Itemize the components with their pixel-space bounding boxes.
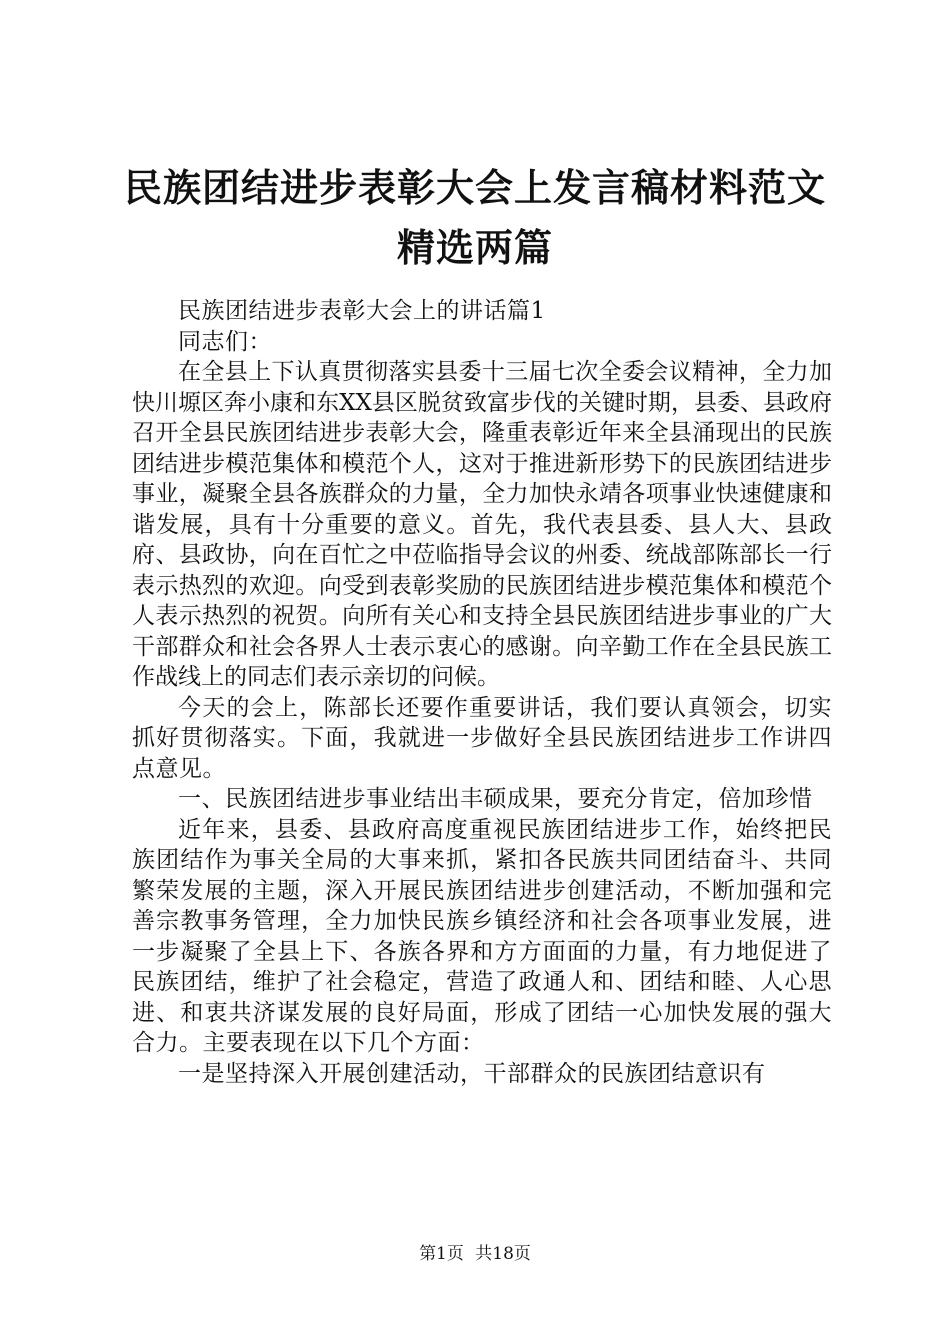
page-number: 第1页 [419, 1244, 464, 1264]
body-paragraph: 近年来，县委、县政府高度重视民族团结进步工作，始终把民族团结作为事关全局的大事来抓，紧扣各民族共同团结奋斗、共同繁荣发展的主题，深入开展民族团结进步创建活动，不断加强和完善宗教事务管理，全力加快民族乡镇经济和社会各项事业发展，进一步凝聚了全县上下、各族各界和方方面面的力量，有力地促进了民族团结，维护了社会稳定，营造了政通人和、团结和睦、人心思进、和衷共济谋发展的良好局面，形成了团结一心加快发展的强大合力。主要表现在以下几个方面： [132, 816, 832, 1056]
body-paragraph: 今天的会上，陈部长还要作重要讲话，我们要认真领会，切实抓好贯彻落实。下面，我就进一步做好全县民族团结进步工作讲四点意见。 [132, 694, 832, 782]
document-body [132, 296, 832, 1089]
page-footer [0, 1243, 950, 1265]
page-total: 共18页 [475, 1244, 531, 1264]
document-title: 民族团结进步表彰大会上发言稿材料范文精选两篇 [123, 165, 826, 270]
body-paragraph: 一是坚持深入开展创建活动，干部群众的民族团结意识有 [178, 1060, 766, 1087]
body-paragraph: 在全县上下认真贯彻落实县委十三届七次全委会议精神，全力加快川塬区奔小康和东XX县区脱贫致富步伐的关键时期，县委、县政府召开全县民族团结进步表彰大会，隆重表彰近年来全县涌现出的民族团结进步模范集体和模范个人，这对于推进新形势下的民族团结进步事业，凝聚全县各族群众的力量，全力加快永靖各项事业快速健康和谐发展，具有十分重要的意义。首先，我代表县委、县人大、县政府、县政协，向在百忙之中莅临指导会议的州委、统战部陈部长一行表示热烈的欢迎。向受到表彰奖励的民族团结进步模范集体和模范个人表示热烈的祝贺。向所有关心和支持全县民族团结进步事业的广大干部群众和社会各界人士表示衷心的感谢。向辛勤工作在全县民族工作战线上的同志们表示亲切的问候。 [132, 359, 832, 690]
section-heading: 民族团结进步表彰大会上的讲话篇1 [178, 298, 546, 324]
subsection-heading: 一、民族团结进步事业结出丰硕成果，要充分肯定，倍加珍惜 [178, 786, 813, 812]
salutation: 同志们： [178, 328, 272, 355]
